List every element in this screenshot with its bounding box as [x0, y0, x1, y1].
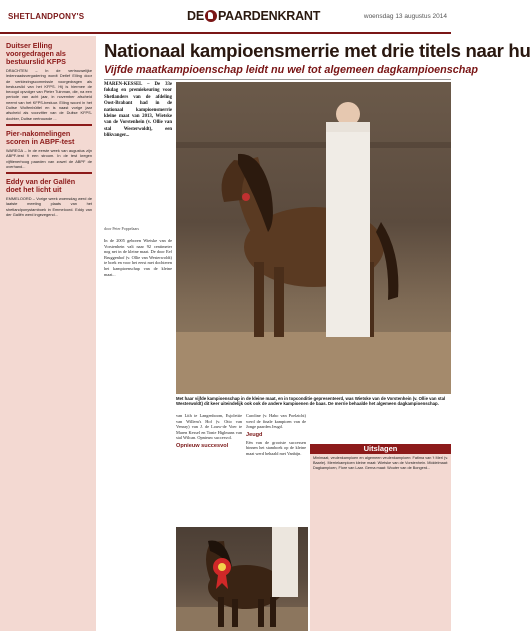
main-photo: [176, 82, 451, 394]
issue-date: woensdag 13 augustus 2014: [363, 13, 447, 20]
article-subtitle: Opnieuw succesvol: [176, 442, 229, 449]
sidebar-article-body: EMMELOORD – Vorige week woensdag werd de laatste meeting plaats van het shetlandponystamboek in Emmeloord. Eddy van der Gallën werd ingezegend...: [6, 196, 92, 218]
logo-prefix: DE: [187, 9, 204, 23]
pony-rosette-photo-illustration: [176, 527, 308, 631]
article-byline: door Peter Poppelaars: [104, 226, 140, 231]
article-paragraph: van Lith te Langenboom, Esjolettie van Willem's Hof (v. Otto van Venray) van J. de Louw-de Voer te Maren Kessel en Tonie Higlmans van stal Wilcan. Opnieuw succesvol.: [176, 413, 242, 441]
article-column: [310, 413, 451, 443]
sidebar-article-title: Eddy van der Gallën doet het licht uit: [6, 177, 76, 195]
masthead-rule: [0, 32, 451, 34]
results-box: [310, 444, 451, 631]
sidebar-article-title: Duitser Elling voorgedragen als bestuurslid KFPS: [6, 41, 66, 66]
section-tag: SHETLANDPONY'S: [8, 12, 85, 21]
article-paragraph: Eén van de grootste successen binnen het stamboek op de kleine maat werd behaald met Vanbijn.: [246, 439, 306, 456]
pony-photo-illustration: [176, 82, 451, 394]
sidebar-article-body: DRACHTEN – In de vertrouwelijke ledenraadsvergadering wordt Detlef Elling door de verkiezingscommissie voorgedragen als bestuurslid van het KFPS. Hij is hiermee de beoogd opvolger van Pieter Tuinman, die, na een periode van acht jaar, in november afscheid neemt van het KFPS-bestuur. Elling woont in het Duitse Wolfenbüttel en is naast vorige jaar afscheid als voorzitter van de Duitse KFPS-dochter, Duitse vertrouwde ...: [6, 68, 92, 121]
logo-name: PAARDENKRANT: [217, 9, 321, 23]
masthead: [0, 0, 451, 34]
article-paragraph: In de 2005 geboren Wietske van de Vorstenhein valt naar 92 centimeter nog net in de kleine maat. De door Eef Bruggenhof (v. Ollie van Westerwoldt) te boek en voor het eerst met dochteren het kampioenschap van de kleine maat...: [104, 238, 172, 277]
article-subtitle: Jeugd: [246, 431, 263, 438]
sidebar-article: [6, 178, 92, 217]
sidebar-article-title: Pier-nakomelingen scoren in ABPF-test: [6, 128, 75, 146]
sidebar-article-body: WAREGA – In de eerste week van augustus zijn ABPF-test 9 een stroom. In de test kregen vijftienerhoog paarden van zowel de ABPF de overhand...: [6, 147, 92, 169]
sidebar-article: [6, 42, 92, 121]
article-column: [104, 238, 172, 633]
sidebar: [0, 36, 96, 631]
article-lead: MAREN-KESSEL – De 33e fokdag en premiekeuring voor Shetlanders van de afdeling Oost-Brabant had in de nationaal kampioensmerrie kleine maat van 2013, Wietske van de Vorstenhein (v. Ollie van stal Westerwoldt), een blikvanger...: [104, 82, 172, 139]
newspaper-logo: [187, 9, 320, 23]
secondary-photo: [176, 527, 308, 631]
article-subhead: Vijfde maatkampioenschap leidt nu wel tot algemeen dagkampioenschap: [104, 64, 478, 76]
results-body: Minimaat, veulenkampioen en algemeen veulenkampioen: Fatima van 't Merl (v. Baarle). Merriekampioen kleine maat: Wietske van de Vorstenhein. Middelmaat: Dagkampioen, Flore van Laar. Gerna maat: Wouter van de Bongerd...: [313, 456, 448, 470]
sidebar-article: [6, 130, 92, 169]
article-headline: Nationaal kampioensmerrie met drie titels naar hu: [104, 40, 531, 61]
photo-caption: Met haar vijfde kampioenschap in de kleine maat, en in topconditie gepresenteerd, was Wietske van de Vorstenhein (v. Ollie van stal Westerwoldt) dit keer uiteindelijk ook ook de andere kampioenen de baas. De merrie behaalde het algemeen dagkampioenschap.: [176, 396, 446, 407]
sidebar-divider: [6, 124, 92, 126]
horse-logo-icon: [205, 10, 217, 22]
article-paragraph: Caroline (v. Habo van Poelzicht) werd de finale kampioen van de Jonge paarden Jeugd.: [246, 413, 306, 430]
results-title: Uitslagen: [310, 444, 451, 454]
sidebar-divider: [6, 172, 92, 174]
subhead-rule: [104, 79, 451, 80]
